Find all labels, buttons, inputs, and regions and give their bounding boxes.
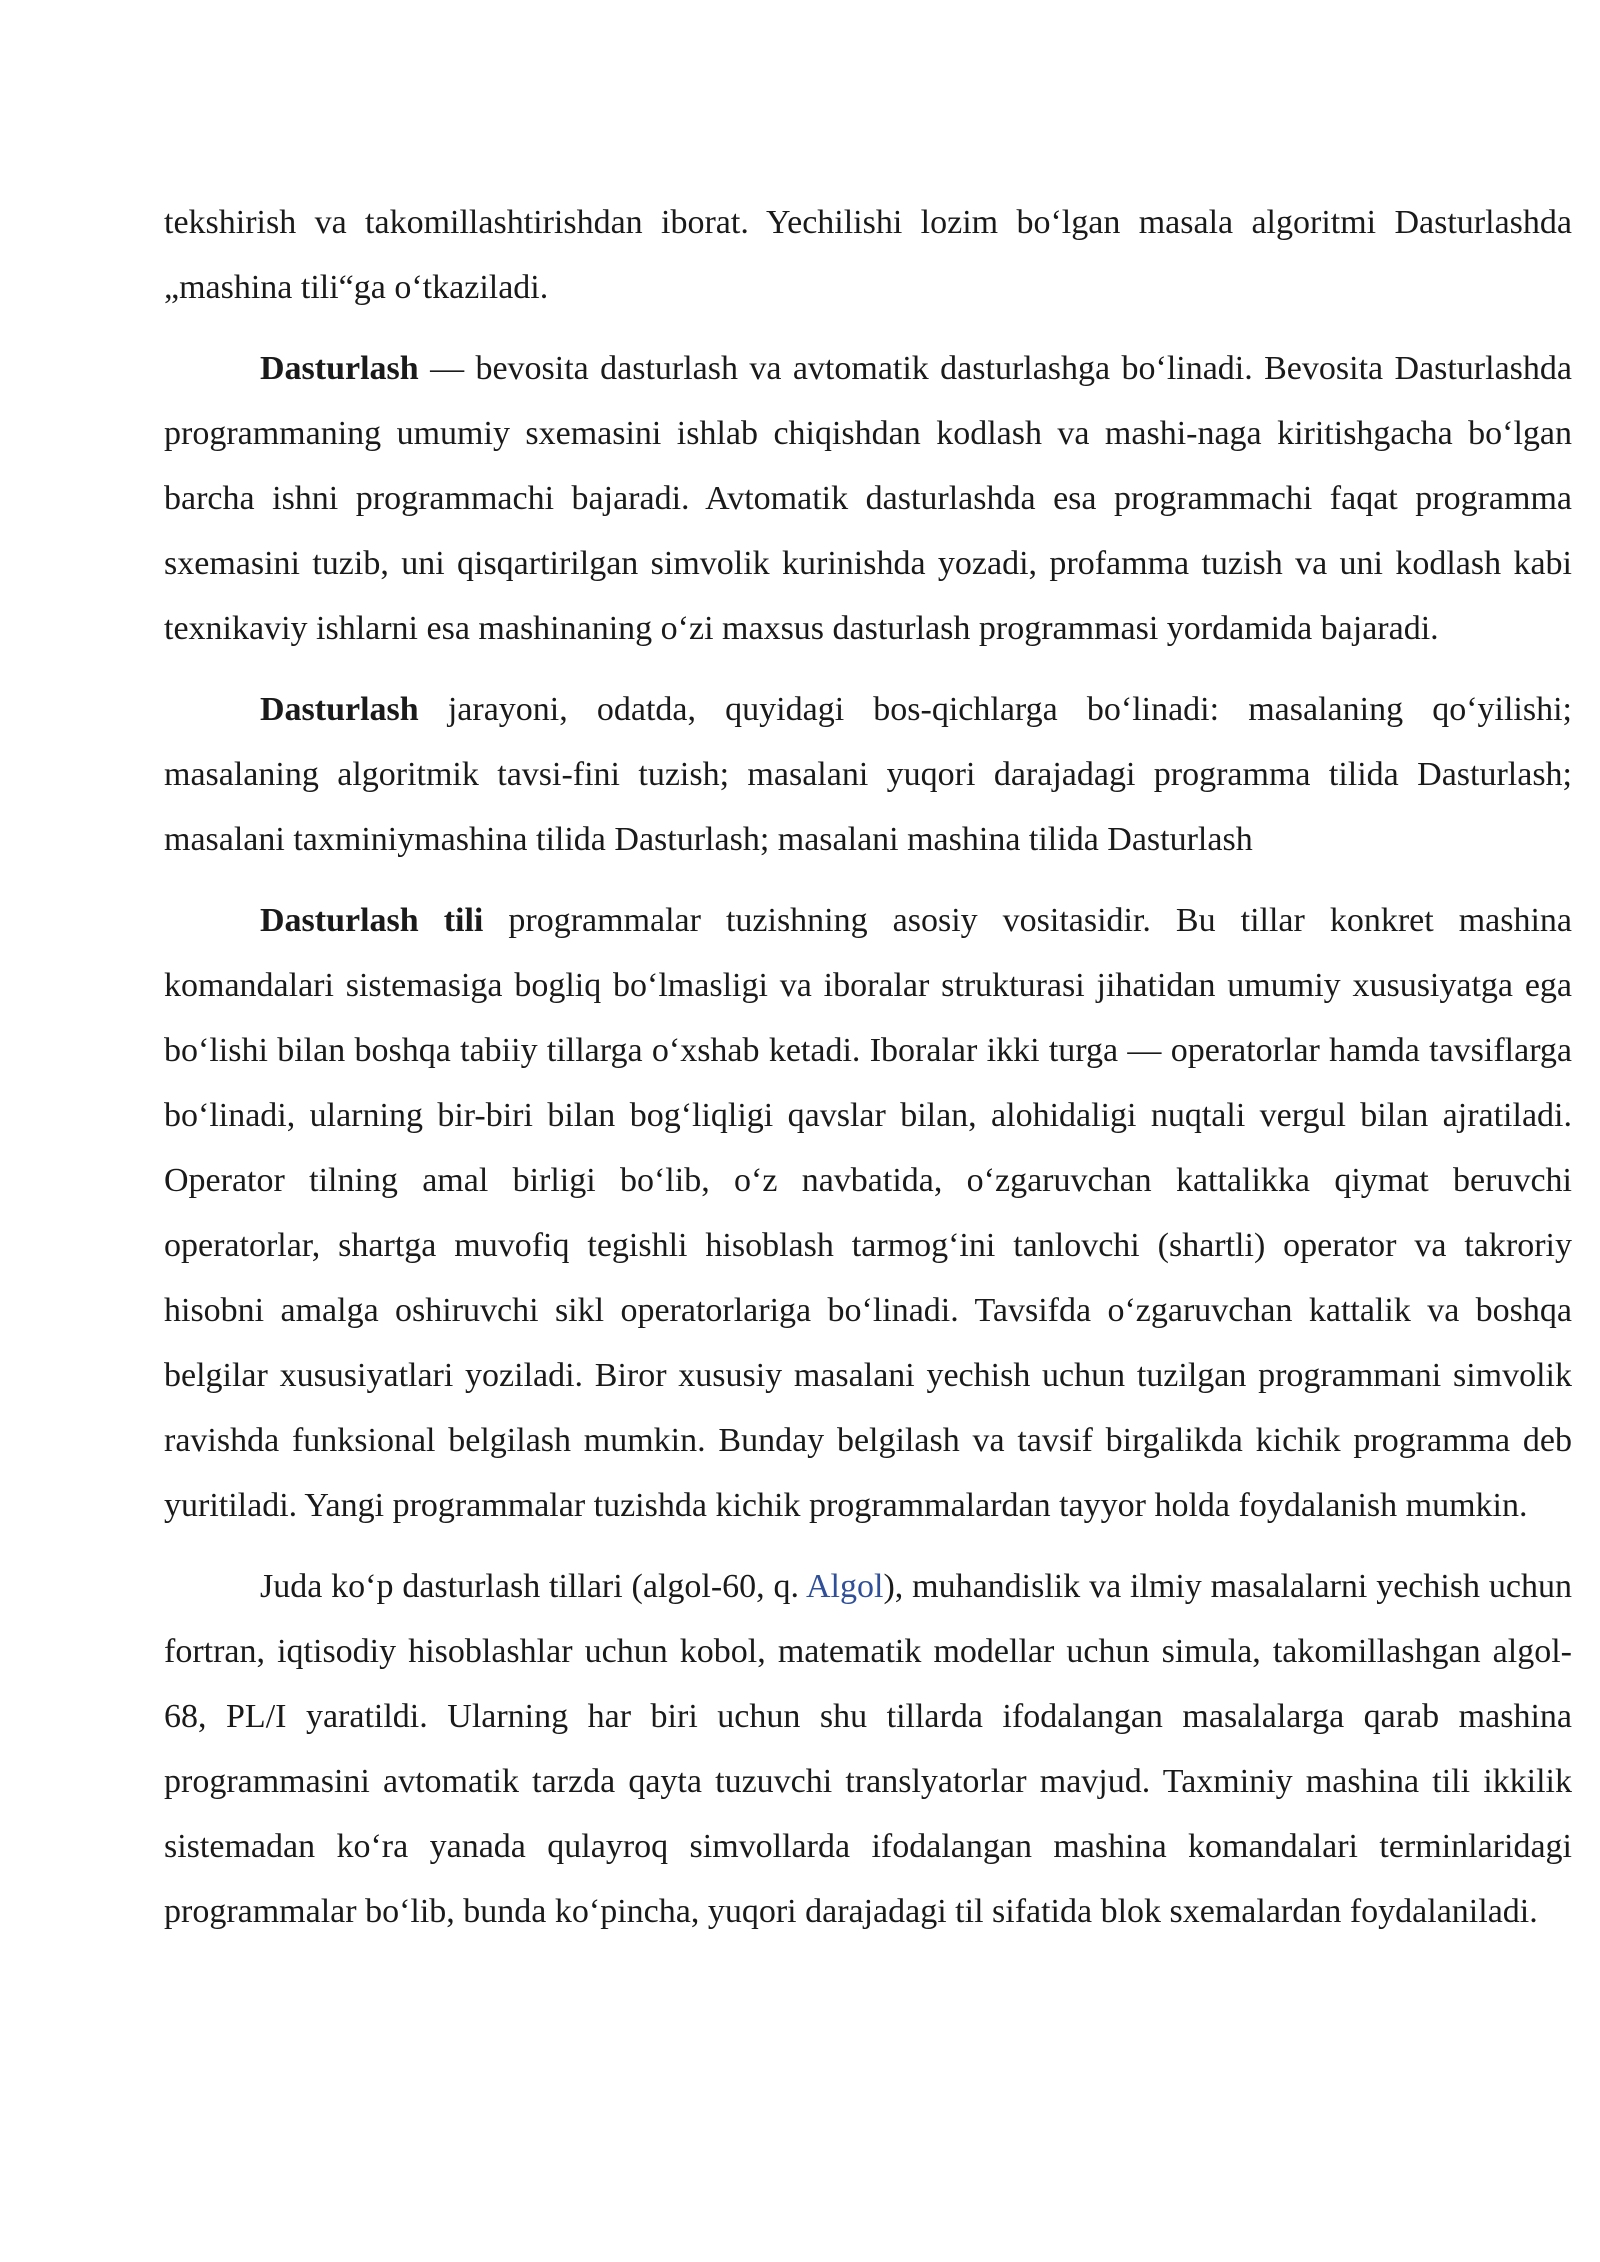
paragraph-3-text: jarayoni, odatda, quyidagi bos-qichlarga bo‘linadi: masalaning qo‘yilishi; masalaning algoritmik tavsi-fini tuzish; masalani yuqori darajadagi programma tilida Dasturlash; masalani taxminiymashina tilida Dasturlash; masalani mashina tilida Dasturlash — [164, 691, 1572, 858]
paragraph-5-text-before: Juda ko‘p dasturlash tillari (algol-60, q. — [260, 1568, 806, 1605]
paragraph-5-text-after: ), muhandislik va ilmiy masalalarni yechish uchun fortran, iqtisodiy hisoblashlar uchun kobol, matematik modellar uchun simula, takomillashgan algol-68, PL/I yaratildi. Ularning har biri uchun shu tillarda ifodalangan masalalarga qarab mashina programmasini avtomatik tarzda qayta tuzuvchi translyatorlar mavjud. Taxminiy mashina tili ikkilik sistemadan ko‘ra yanada qulayroq simvollarda ifodalangan mashina komandalari terminlaridagi programmalar bo‘lib, bunda ko‘pincha, yuqori darajadagi til sifatida blok sxemalardan foydalaniladi. — [164, 1568, 1572, 1930]
paragraph-1 — [164, 190, 1572, 320]
paragraph-3-term: Dasturlash — [260, 691, 419, 728]
paragraph-2-text: — bevosita dasturlash va avtomatik dasturlashga bo‘linadi. Bevosita Dasturlashda programmaning umumiy sxemasini ishlab chiqishdan kodlash va mashi-naga kiritishgacha bo‘lgan barcha ishni programmachi bajaradi. Avtomatik dasturlashda esa programmachi faqat programma sxemasini tuzib, uni qisqartirilgan simvolik kurinishda yozadi, profamma tuzish va uni kodlash kabi texnikaviy ishlarni esa mashinaning o‘zi maxsus dasturlash programmasi yordamida bajaradi. — [164, 350, 1572, 647]
algol-link[interactable]: Algol — [806, 1568, 884, 1605]
paragraph-4-text: programmalar tuzishning asosiy vositasidir. Bu tillar konkret mashina komandalari sistemasiga bogliq bo‘lmasligi va iboralar strukturasi jihatidan umumiy xususiyatga ega bo‘lishi bilan boshqa tabiiy tillarga o‘xshab ketadi. Iboralar ikki turga — operatorlar hamda tavsiflarga bo‘linadi, ularning bir-biri bilan bog‘liqligi qavslar bilan, alohidaligi nuqtali vergul bilan ajratiladi. Operator tilning amal birligi bo‘lib, o‘z navbatida, o‘zgaruvchan kattalikka qiymat beruvchi operatorlar, shartga muvofiq tegishli hisoblash tarmog‘ini tanlovchi (shartli) operator va takroriy hisobni amalga oshiruvchi sikl operatorlariga bo‘linadi. Tavsifda o‘zgaruvchan kattalik va boshqa belgilar xususiyatlari yoziladi. Biror xususiy masalani yechish uchun tuzilgan programmani simvolik ravishda funksional belgilash mumkin. Bunday belgilash va tavsif birgalikda kichik programma deb yuritiladi. Yangi programmalar tuzishda kichik programmalardan tayyor holda foydalanish mumkin. — [164, 902, 1572, 1524]
paragraph-2 — [164, 336, 1572, 661]
document-page — [164, 190, 1572, 1960]
paragraph-3 — [164, 677, 1572, 872]
paragraph-4-term: Dasturlash tili — [260, 902, 484, 939]
paragraph-4 — [164, 888, 1572, 1538]
paragraph-5 — [164, 1554, 1572, 1944]
paragraph-1-text: tekshirish va takomillashtirishdan iborat. Yechilishi lozim bo‘lgan masala algoritmi Dasturlashda „mashina tili“ga o‘tkaziladi. — [164, 204, 1572, 306]
paragraph-2-term: Dasturlash — [260, 350, 419, 387]
